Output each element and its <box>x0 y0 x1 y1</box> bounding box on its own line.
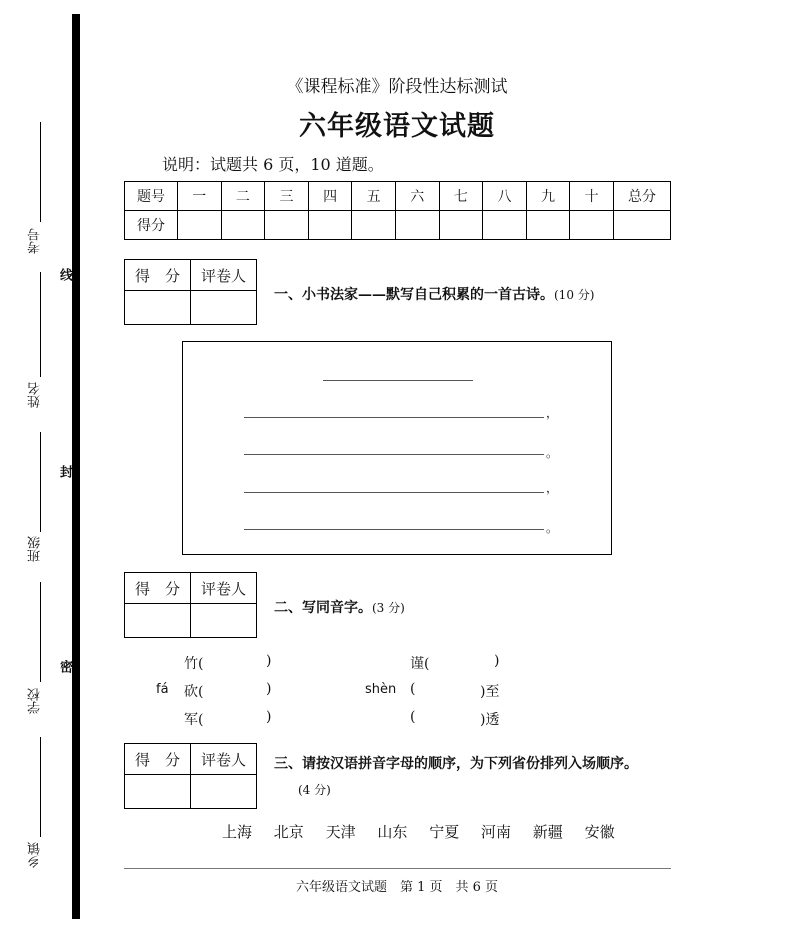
score-cell[interactable] <box>178 211 222 240</box>
score-header-cell: 三 <box>265 182 309 211</box>
poem-line-4[interactable] <box>244 529 544 530</box>
score-header-cell: 十 <box>570 182 614 211</box>
homophone-right-2-suffix: )至 <box>480 684 500 700</box>
score-cell[interactable] <box>221 211 265 240</box>
homophone-left-2: 砍( <box>184 684 204 700</box>
pinyin-fa: fá <box>156 682 169 697</box>
score-table-header-row <box>125 182 671 211</box>
question-2-title <box>274 597 405 617</box>
poem-punct-4: 。 <box>546 521 559 535</box>
exam-note: 说明：试题共 6 页，10 道题。 <box>162 155 384 174</box>
field-class: 班级 <box>28 536 43 562</box>
grader-score-label: 得 分 <box>125 744 191 775</box>
province-list <box>222 821 632 842</box>
grader-name-label: 评卷人 <box>191 260 257 291</box>
question-3-title: 三、请按汉语拼音字母的顺序，为下列省份排列入场顺序。 <box>274 756 638 772</box>
score-header-cell: 七 <box>439 182 483 211</box>
poem-title-line[interactable] <box>323 380 473 381</box>
class-line <box>40 432 41 532</box>
score-cell[interactable] <box>526 211 570 240</box>
province-item: 山东 <box>377 823 408 841</box>
grader-name-cell[interactable] <box>191 604 257 638</box>
grader-name-label: 评卷人 <box>191 744 257 775</box>
homophone-right-1: 谨( <box>410 656 430 672</box>
score-cell[interactable] <box>483 211 527 240</box>
score-row-label: 得分 <box>125 211 178 240</box>
province-item: 河南 <box>480 823 511 841</box>
score-cell[interactable] <box>308 211 352 240</box>
grader-box-q2 <box>124 572 257 638</box>
province-item: 新疆 <box>532 823 563 841</box>
close-paren: ) <box>266 681 272 697</box>
province-item: 宁夏 <box>429 823 460 841</box>
score-header-cell: 八 <box>483 182 527 211</box>
school-line <box>40 582 41 682</box>
grader-name-label: 评卷人 <box>191 573 257 604</box>
field-exam-number: 考号 <box>28 228 43 254</box>
score-cell[interactable] <box>265 211 309 240</box>
grader-score-cell[interactable] <box>125 775 191 809</box>
score-header-cell: 四 <box>308 182 352 211</box>
score-cell[interactable] <box>614 211 671 240</box>
marker-line: 线 <box>57 268 72 281</box>
town-line <box>40 737 41 837</box>
score-header-cell: 一 <box>178 182 222 211</box>
grader-box-q1 <box>124 259 257 325</box>
province-item: 上海 <box>222 823 253 841</box>
grader-score-label: 得 分 <box>125 260 191 291</box>
homophone-left-1: 竹( <box>184 656 204 672</box>
poem-punct-3: ， <box>546 481 559 495</box>
grader-name-cell[interactable] <box>191 775 257 809</box>
close-paren: ) <box>266 653 272 669</box>
pinyin-shen: shèn <box>365 682 397 697</box>
question-2-text: 二、写同音字。 <box>274 600 372 616</box>
score-header-cell: 五 <box>352 182 396 211</box>
close-paren: ) <box>494 653 500 669</box>
question-3-points-line <box>298 781 331 798</box>
page-footer: 六年级语文试题 第 1 页 共 6 页 <box>295 880 499 895</box>
score-cell[interactable] <box>352 211 396 240</box>
question-1-points: (10 分) <box>554 288 595 302</box>
homophone-right-3-suffix: )透 <box>480 712 500 728</box>
score-table <box>124 181 671 240</box>
footer-rule <box>124 868 671 869</box>
poem-line-3[interactable] <box>244 492 544 493</box>
poem-punct-1: ， <box>546 406 559 420</box>
poem-line-1[interactable] <box>244 417 544 418</box>
province-item: 安徽 <box>584 823 615 841</box>
grader-box-q3 <box>124 743 257 809</box>
question-1-title <box>274 284 594 304</box>
marker-secret: 密 <box>57 660 72 673</box>
score-header-cell: 二 <box>221 182 265 211</box>
score-header-cell: 总分 <box>614 182 671 211</box>
grader-name-cell[interactable] <box>191 291 257 325</box>
score-cell[interactable] <box>439 211 483 240</box>
homophone-left-3: 军( <box>184 712 204 728</box>
score-cell[interactable] <box>395 211 439 240</box>
question-1-text: 一、小书法家——默写自己积累的一首古诗。 <box>274 287 554 303</box>
poem-punct-2: 。 <box>546 446 559 460</box>
field-name: 姓名 <box>28 382 43 408</box>
name-line <box>40 272 41 377</box>
question-2-points: (3 分) <box>372 601 405 615</box>
poem-line-2[interactable] <box>244 454 544 455</box>
close-paren: ) <box>266 709 272 725</box>
poem-writing-box <box>182 341 612 555</box>
grader-score-cell[interactable] <box>125 291 191 325</box>
homophone-right-3: ( <box>410 709 416 725</box>
score-cell[interactable] <box>570 211 614 240</box>
field-school: 学校 <box>28 688 43 714</box>
homophone-right-2: ( <box>410 681 416 697</box>
question-3-points: (4 分) <box>298 783 331 797</box>
exam-subtitle: 《课程标准》阶段性达标测试 <box>286 77 508 97</box>
score-header-cell: 九 <box>526 182 570 211</box>
marker-seal: 封 <box>57 465 72 478</box>
province-item: 北京 <box>273 823 304 841</box>
score-table-score-row <box>125 211 671 240</box>
grader-score-label: 得 分 <box>125 573 191 604</box>
score-header-cell: 六 <box>395 182 439 211</box>
province-item: 天津 <box>325 823 356 841</box>
grader-score-cell[interactable] <box>125 604 191 638</box>
page-title: 六年级语文试题 <box>299 111 495 142</box>
score-header-cell: 题号 <box>125 182 178 211</box>
field-town: 乡镇 <box>28 842 43 868</box>
